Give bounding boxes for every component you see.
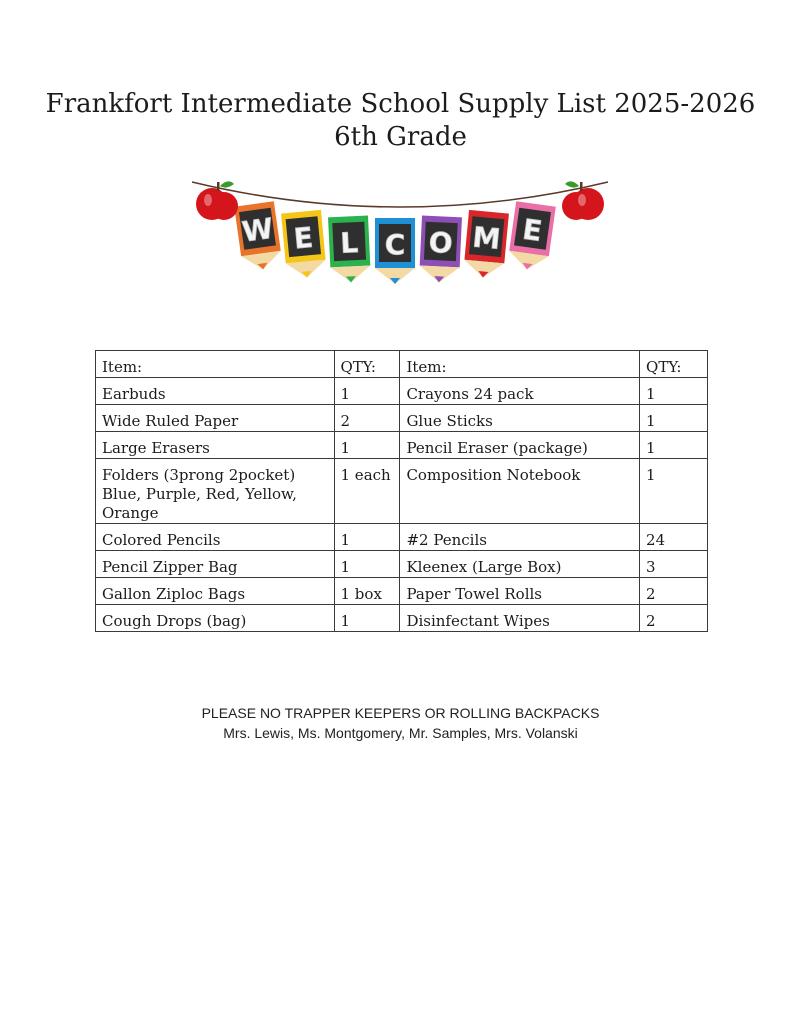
- qty-cell: 1: [640, 432, 708, 459]
- welcome-banner: [190, 174, 610, 296]
- no-trapper-keepers-notice: PLEASE NO TRAPPER KEEPERS OR ROLLING BACKPACKS: [201, 705, 600, 721]
- item-cell: Gallon Ziploc Bags: [96, 578, 335, 605]
- header-item-1: Item:: [96, 351, 335, 378]
- table-row: [96, 432, 708, 459]
- table-row: [96, 605, 708, 632]
- qty-cell: 1: [334, 378, 400, 405]
- item-cell: Pencil Eraser (package): [400, 432, 640, 459]
- qty-cell: 1: [640, 459, 708, 524]
- qty-cell: 1: [334, 524, 400, 551]
- banner-letter: W: [240, 211, 276, 249]
- table-row: [96, 578, 708, 605]
- page-title: [0, 88, 801, 154]
- header-item-2: Item:: [400, 351, 640, 378]
- teacher-names: Mrs. Lewis, Ms. Montgomery, Mr. Samples, Mrs. Volanski: [223, 725, 578, 741]
- item-cell: Colored Pencils: [96, 524, 335, 551]
- table-row: [96, 459, 708, 524]
- qty-cell: 1: [640, 405, 708, 432]
- table-header-row: [96, 351, 708, 378]
- qty-cell: 2: [640, 578, 708, 605]
- banner-letter: L: [339, 226, 359, 260]
- table-row: [96, 551, 708, 578]
- header-qty-2: QTY:: [640, 351, 708, 378]
- item-cell: Disinfectant Wipes: [400, 605, 640, 632]
- apple-icon-left: [196, 181, 238, 220]
- qty-cell: 3: [640, 551, 708, 578]
- banner-flag: [234, 201, 283, 272]
- item-cell: Glue Sticks: [400, 405, 640, 432]
- qty-cell: 1 box: [334, 578, 400, 605]
- folder-item-label: Folders (3prong 2pocket): [102, 466, 296, 484]
- banner-flag: [281, 210, 327, 279]
- folder-colors-note: Blue, Purple, Red, Yellow, Orange: [102, 485, 297, 522]
- title-line-1: Frankfort Intermediate School Supply List 2025-2026: [45, 89, 756, 119]
- item-cell: #2 Pencils: [400, 524, 640, 551]
- qty-cell: 1: [334, 432, 400, 459]
- item-cell: [96, 459, 335, 524]
- banner-letter: M: [471, 220, 502, 256]
- item-cell: Earbuds: [96, 378, 335, 405]
- banner-letter: E: [292, 220, 315, 256]
- item-cell: Large Erasers: [96, 432, 335, 459]
- banner-flag: [375, 218, 415, 284]
- item-cell: Composition Notebook: [400, 459, 640, 524]
- supply-table: [95, 350, 708, 632]
- item-cell: Paper Towel Rolls: [400, 578, 640, 605]
- banner-flag: [328, 216, 371, 284]
- item-cell: Pencil Zipper Bag: [96, 551, 335, 578]
- header-qty-1: QTY:: [334, 351, 400, 378]
- table-row: [96, 405, 708, 432]
- qty-cell: 1 each: [334, 459, 400, 524]
- qty-cell: 1: [334, 605, 400, 632]
- title-line-2: 6th Grade: [334, 122, 467, 152]
- qty-cell: 24: [640, 524, 708, 551]
- banner-flag: [419, 216, 462, 284]
- banner-flag: [463, 210, 509, 279]
- banner-letter: C: [384, 228, 406, 261]
- table-row: [96, 378, 708, 405]
- banner-letter: E: [520, 212, 545, 248]
- item-cell: Cough Drops (bag): [96, 605, 335, 632]
- qty-cell: 2: [334, 405, 400, 432]
- banner-letter: O: [428, 225, 454, 260]
- qty-cell: 1: [334, 551, 400, 578]
- item-cell: Wide Ruled Paper: [96, 405, 335, 432]
- qty-cell: 1: [640, 378, 708, 405]
- footer-note: [0, 703, 801, 743]
- banner-flag: [507, 201, 556, 272]
- qty-cell: 2: [640, 605, 708, 632]
- item-cell: Kleenex (Large Box): [400, 551, 640, 578]
- table-row: [96, 524, 708, 551]
- item-cell: Crayons 24 pack: [400, 378, 640, 405]
